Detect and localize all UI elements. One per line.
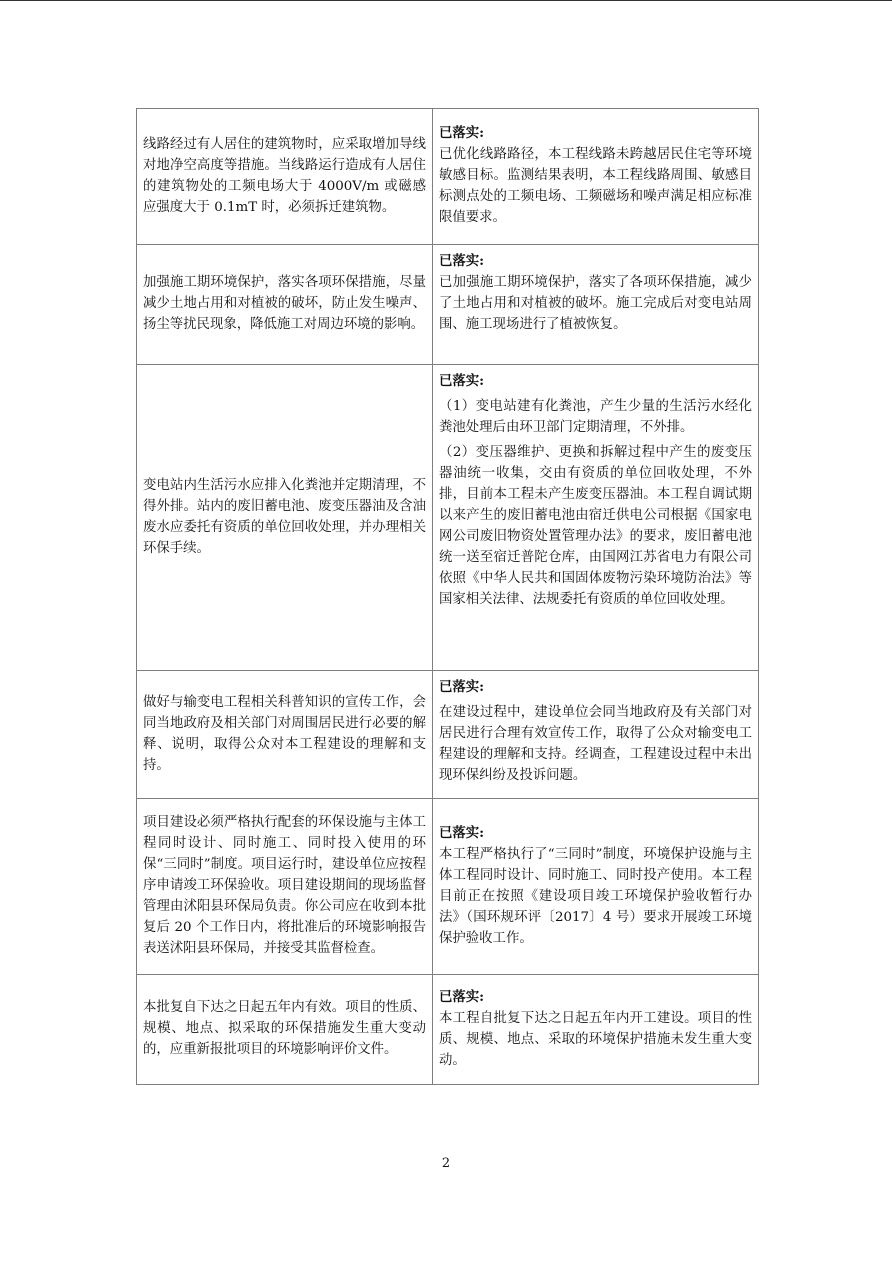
requirement-cell: 本批复自下达之日起五年内有效。项目的性质、规模、地点、拟采取的环保措施发生重大变动的，应重新报批项目的环境影响评价文件。 [137, 975, 433, 1085]
status-paragraph: 在建设过程中，建设单位会同当地政府及有关部门对居民进行合理有效宣传工作，取得了公众对输变电工程建设的理解和支持。经调查，工程建设过程中未出现环保纠纷及投诉问题。 [439, 705, 752, 783]
table-row [137, 245, 759, 365]
status-title: 已落实: [439, 679, 485, 695]
status-paragraph: 已优化线路路径，本工程线路未跨越居民住宅等环境敏感目标。监测结果表明，本工程线路周围、敏感目标测点处的工频电场、工频磁场和噪声满足相应标准限值要求。 [439, 147, 752, 225]
status-paragraph: 本工程自批复下达之日起五年内开工建设。项目的性质、规模、地点、采取的环境保护措施未发生重大变动。 [439, 1010, 752, 1068]
requirement-cell: 做好与输变电工程相关科普知识的宣传工作，会同当地政府及相关部门对周围居民进行必要的解释、说明，取得公众对本工程建设的理解和支持。 [137, 671, 433, 799]
page-number: 2 [441, 1156, 451, 1171]
status-cell [433, 245, 759, 365]
requirement-cell: 变电站内生活污水应排入化粪池并定期清理，不得外排。站内的废旧蓄电池、废变压器油及含油废水应委托有资质的单位回收处理，并办理相关环保手续。 [137, 365, 433, 671]
status-cell [433, 365, 759, 671]
status-cell [433, 975, 759, 1085]
requirement-cell: 线路经过有人居住的建筑物时，应采取增加导线对地净空高度等措施。当线路运行造成有人居住的建筑物处的工频电场大于 4000V/m 或磁感应强度大于 0.1mT 时，必须拆迁建筑物。 [137, 109, 433, 245]
requirements-table [136, 108, 759, 1085]
requirement-cell: 加强施工期环境保护，落实各项环保措施，尽量减少土地占用和对植被的破坏，防止发生噪声、扬尘等扰民现象，降低施工对周边环境的影响。 [137, 245, 433, 365]
status-title: 已落实: [439, 125, 485, 141]
status-title: 已落实: [439, 373, 485, 389]
table-row [137, 671, 759, 799]
status-title: 已落实: [439, 253, 485, 269]
status-paragraph: 本工程严格执行了“三同时”制度，环境保护设施与主体工程同时设计、同时施工、同时投产使用。本工程目前正在按照《建设项目竣工环境保护验收暂行办法》（国环规环评〔2017〕4 号）要求开展竣工环境保护验收工作。 [439, 846, 752, 946]
table-row [137, 975, 759, 1085]
status-paragraph: （1）变电站建有化粪池，产生少量的生活污水经化粪池处理后由环卫部门定期清理，不外排。 [439, 399, 752, 435]
status-title: 已落实: [439, 988, 485, 1005]
table-row [137, 365, 759, 671]
status-paragraph: （2）变压器维护、更换和拆解过程中产生的废变压器油统一收集，交由有资质的单位回收处理，不外排，目前本工程未产生废变压器油。本工程自调试期以来产生的废旧蓄电池由宿迁供电公司根据《国家电网公司废旧物资处置管理办法》的要求，废旧蓄电池统一送至宿迁普陀仓库，由国网江苏省电力有限公司依照《中华人民共和国固体废物污染环境防治法》等国家相关法律、法规委托有资质的单位回收处理。 [439, 445, 752, 607]
table-row [137, 109, 759, 245]
status-cell [433, 109, 759, 245]
status-title: 已落实: [439, 824, 485, 841]
table-row [137, 799, 759, 975]
requirement-cell: 项目建设必须严格执行配套的环保设施与主体工程同时设计、同时施工、同时投入使用的环保“三同时”制度。项目运行时，建设单位应按程序申请竣工环保验收。项目建设期间的现场监督管理由沭阳县环保局负责。你公司应在收到本批复后 20 个工作日内，将批准后的环境影响报告表送沭阳县环保局，并接受其监督检查。 [137, 799, 433, 975]
top-border-line [0, 0, 892, 1]
status-cell [433, 671, 759, 799]
status-cell [433, 799, 759, 975]
status-paragraph: 已加强施工期环境保护，落实了各项环保措施，减少了土地占用和对植被的破坏。施工完成后对变电站周围、施工现场进行了植被恢复。 [439, 275, 752, 332]
